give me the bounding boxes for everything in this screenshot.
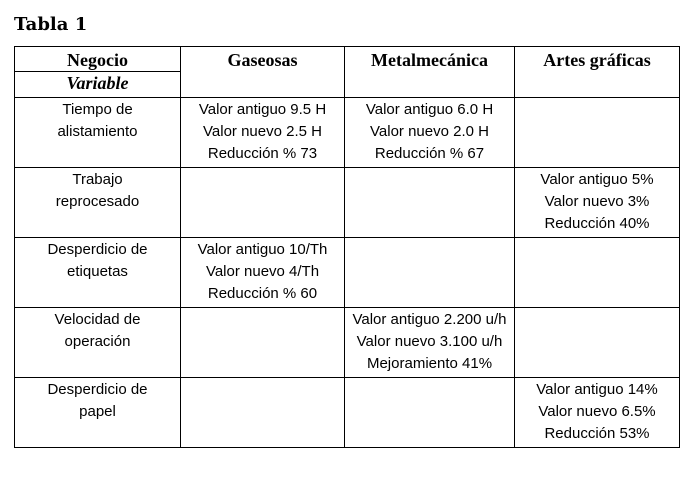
cell-line: Valor antiguo 5% [540,171,654,188]
header-row [15,47,680,98]
artes-graficas-cell [515,378,680,448]
table-row [15,378,680,448]
cell-line: operación [64,333,131,350]
cell-line: reprocesado [55,193,140,210]
cell-line: Valor antiguo 14% [536,381,658,398]
header-variable: Variable [66,73,129,93]
cell-line: Valor nuevo 3.100 u/h [356,333,503,350]
artes-graficas-cell [515,168,680,238]
gaseosas-cell [181,378,345,448]
gaseosas-cell [181,308,345,378]
artes-graficas-cell [515,98,680,168]
cell-line: Reducción % 73 [207,145,318,162]
header-artes-graficas: Artes gráficas [515,47,680,98]
cell-line: Valor nuevo 4/Th [205,263,320,280]
cell-line: Desperdicio de [47,241,148,258]
gaseosas-cell [181,238,345,308]
cell-line: Valor antiguo 9.5 H [198,101,327,118]
cell-line: Valor nuevo 3% [544,193,650,210]
cell-line: Valor nuevo 2.5 H [203,123,322,140]
header-negocio: Negocio [15,47,180,72]
cell-line: Mejoramiento 41% [366,355,493,372]
cell-line: Valor nuevo 2.0 H [370,123,489,140]
variable-cell [15,378,181,448]
cell-line: etiquetas [67,263,128,280]
header-gaseosas: Gaseosas [181,47,345,98]
corner-header-cell [15,47,181,98]
table-row [15,308,680,378]
cell-line: Reducción % 60 [207,285,318,302]
metalmecanica-cell [345,168,515,238]
metalmecanica-cell [345,378,515,448]
variable-cell [15,308,181,378]
table-row [15,238,680,308]
cell-line: Desperdicio de [47,381,148,398]
table-row [15,98,680,168]
cell-line: Velocidad de [54,311,141,328]
metalmecanica-cell [345,238,515,308]
cell-line: Valor antiguo 6.0 H [365,101,494,118]
cell-line: Valor antiguo 10/Th [197,241,328,258]
gaseosas-cell [181,168,345,238]
cell-line: alistamiento [57,123,138,140]
cell-line: Reducción 53% [544,425,650,442]
table-body [15,98,680,448]
cell-line: Valor antiguo 2.200 u/h [352,311,507,328]
cell-line: papel [79,403,116,420]
results-table [14,46,680,448]
metalmecanica-cell [345,98,515,168]
cell-line: Trabajo [72,171,123,188]
variable-cell [15,168,181,238]
cell-line: Valor nuevo 6.5% [538,403,656,420]
header-metalmecanica: Metalmecánica [345,47,515,98]
variable-cell [15,98,181,168]
table-row [15,168,680,238]
cell-line: Tiempo de [62,101,133,118]
cell-line: Reducción 40% [544,215,650,232]
gaseosas-cell [181,98,345,168]
metalmecanica-cell [345,308,515,378]
variable-cell [15,238,181,308]
artes-graficas-cell [515,308,680,378]
table-caption: Tabla 1 [14,14,88,35]
cell-line: Reducción % 67 [374,145,485,162]
artes-graficas-cell [515,238,680,308]
